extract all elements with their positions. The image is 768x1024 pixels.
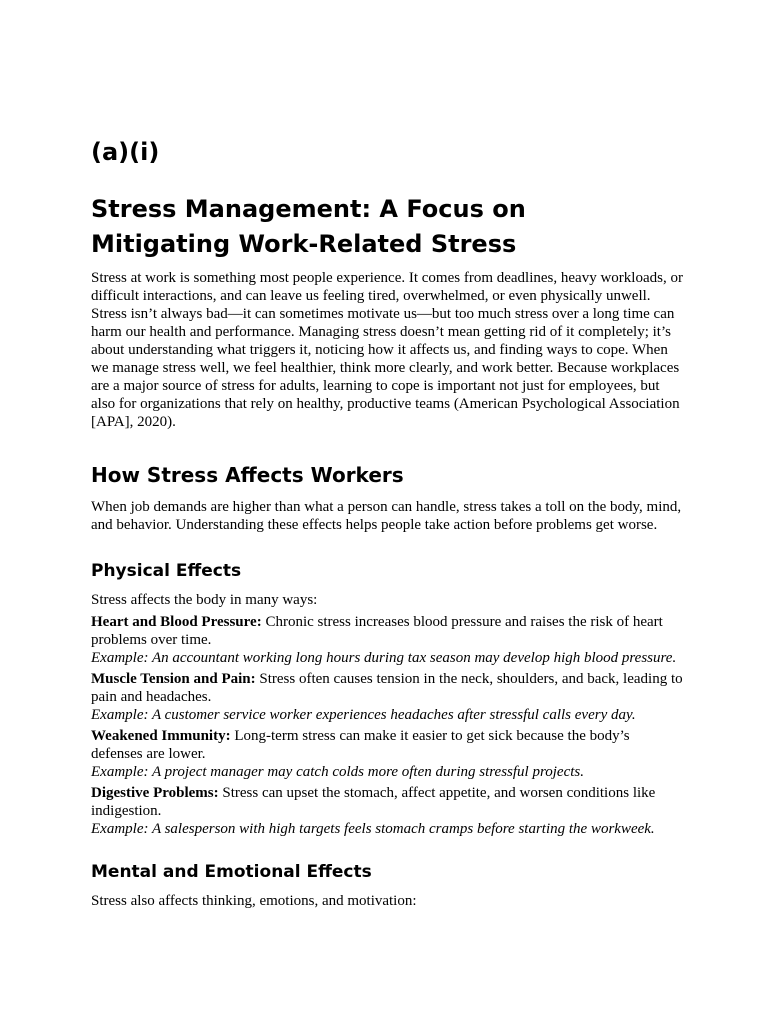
document-title: Stress Management: A Focus on Mitigating Work-Related Stress: [91, 195, 526, 258]
effect-example: Example: A salesperson with high targets feels stomach cramps before starting the workweek.: [91, 821, 655, 837]
physical-lead: Stress affects the body in many ways:: [91, 592, 318, 608]
effect-description: Long-term stress can make it easier to get sick because the body’s defenses are lower.: [91, 728, 630, 762]
subheading-physical-effects: Physical Effects: [91, 561, 242, 581]
section-heading-how-stress-affects-workers: How Stress Affects Workers: [91, 463, 404, 487]
section-paragraph: When job demands are higher than what a person can handle, stress takes a toll on the body, mind, and behavior. Understanding these effects helps people take action before problems get worse.: [91, 499, 682, 533]
effect-description: Stress can upset the stomach, affect appetite, and worsen conditions like indigestion.: [91, 785, 656, 819]
list-item: [91, 784, 683, 838]
mental-lead: Stress also affects thinking, emotions, and motivation:: [91, 893, 417, 909]
physical-effects-list: [91, 613, 683, 841]
effect-term: Muscle Tension and Pain:: [91, 671, 256, 687]
subheading-mental-emotional-effects: Mental and Emotional Effects: [91, 862, 372, 882]
effect-description: Stress often causes tension in the neck, shoulders, and back, leading to pain and headaches.: [91, 671, 683, 705]
list-item: [91, 670, 683, 724]
effect-term: Weakened Immunity:: [91, 728, 231, 744]
list-item: [91, 727, 683, 781]
effect-term: Digestive Problems:: [91, 785, 219, 801]
list-item: [91, 613, 683, 667]
intro-paragraph: Stress at work is something most people experience. It comes from deadlines, heavy workloads, or difficult interactions, and can leave us feeling tired, overwhelmed, or even physically unwell. Stress isn’t always bad—it can sometimes motivate us—but too much stress over a long time can harm our health and performance. Managing stress doesn’t mean getting rid of it completely; it’s about understanding what triggers it, noticing how it affects us, and finding ways to cope. When we manage stress well, we feel healthier, think more clearly, and work better. Because workplaces are a major source of stress for adults, learning to cope is important not just for employees, but also for organizations that rely on healthy, productive teams (American Psychological Association [APA], 2020).: [91, 270, 683, 430]
effect-example: Example: A customer service worker experiences headaches after stressful calls every day.: [91, 707, 636, 723]
section-label: (a)(i): [91, 138, 160, 166]
effect-example: Example: A project manager may catch colds more often during stressful projects.: [91, 764, 584, 780]
effect-example: Example: An accountant working long hours during tax season may develop high blood pressure.: [91, 650, 677, 666]
effect-description: Chronic stress increases blood pressure and raises the risk of heart problems over time.: [91, 614, 663, 648]
effect-term: Heart and Blood Pressure:: [91, 614, 262, 630]
